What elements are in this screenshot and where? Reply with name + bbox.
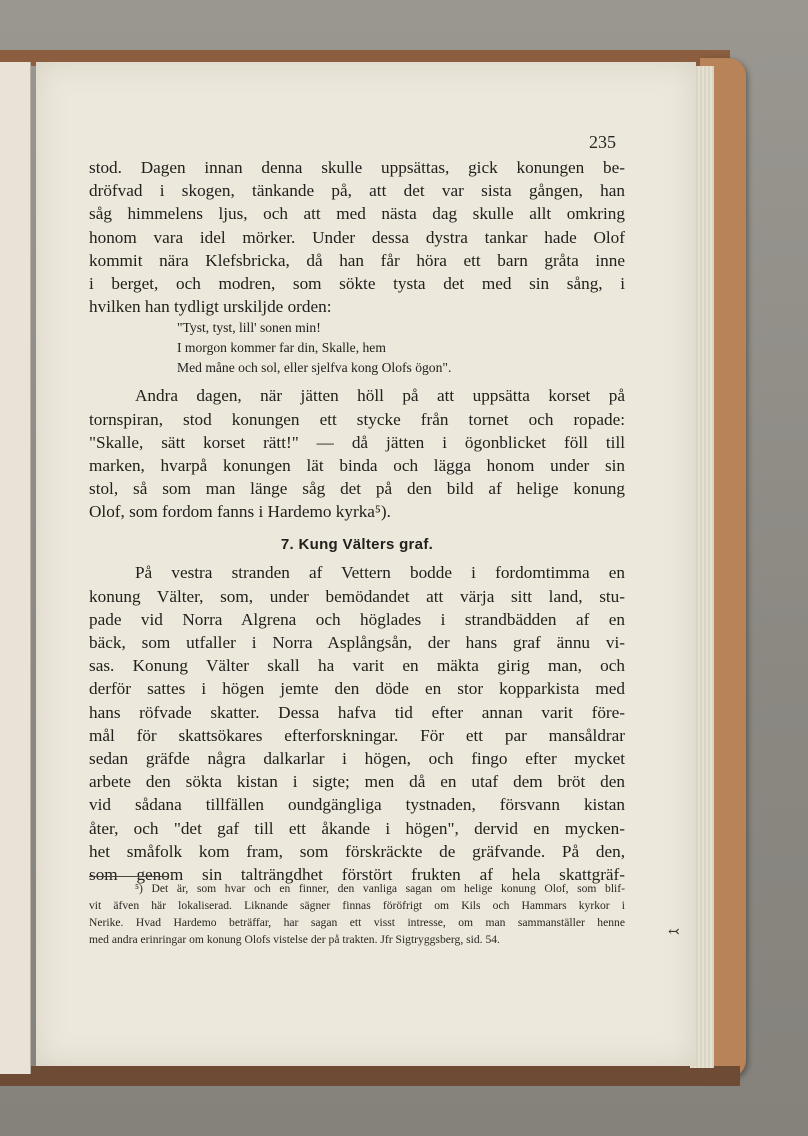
text-line: sedan gräfde några dalkarlar i högen, och fingo efter mycket — [89, 748, 625, 768]
book-page — [36, 62, 696, 1066]
body-text — [89, 156, 625, 886]
text-line: derför sattes i högen jemte den döde en stor kopparkista med — [89, 679, 625, 699]
text-line: "Skalle, sätt korset rätt!" — då jätten i ögonblicket föll till — [89, 432, 625, 452]
text-line: som genom sin talträngdhet förstört frukten af hela skattgräf- — [89, 864, 625, 884]
text-line: Olof, som fordom fanns i Hardemo kyrka⁵). — [89, 502, 391, 522]
text-line: hvilken han tydligt urskiljde orden: — [89, 297, 332, 317]
footnote-rule — [89, 876, 169, 877]
verse-line: "Tyst, tyst, lill' sonen min! — [177, 320, 321, 336]
text-line: marken, hvarpå konungen lät binda och lägga honom under sin — [89, 455, 625, 475]
text-line: stol, så som man länge såg det på den bild af helige konung — [89, 479, 625, 499]
footnote-line: Nerike. Hvad Hardemo beträffar, har sagan ett visst intresse, om man sammanställer henne — [89, 916, 625, 929]
margin-pencil-mark: ↢ — [668, 925, 680, 940]
page-number: 235 — [589, 132, 616, 152]
text-line: Andra dagen, när jätten höll på att uppsätta korset på — [135, 386, 625, 406]
text-line: pade vid Norra Algrena och höglades i strandbädden af en — [89, 609, 625, 629]
text-line: i berget, och modren, som sökte tysta det med sin sång, i — [89, 273, 625, 293]
text-line: mål för skattsökares efterforskningar. För ett par mansåldrar — [89, 725, 625, 745]
text-line: honom vara idel mörker. Under dessa dystra tankar hade Olof — [89, 227, 625, 247]
text-line: åter, och "det gaf till ett åkande i högen", dervid en mycken- — [89, 818, 625, 838]
facing-page-edge — [0, 62, 31, 1074]
text-line: På vestra stranden af Vettern bodde i fordomtimma en — [135, 563, 625, 583]
text-line: kommit nära Klefsbricka, då han får höra ett barn gråta inne — [89, 250, 625, 270]
text-line: såg himmelens ljus, och att med nästa dag skulle allt omkring — [89, 204, 625, 224]
text-line: dröfvad i skogen, tänkande på, att det var sista gången, han — [89, 181, 625, 201]
text-line: stod. Dagen innan denna skulle uppsättas, gick konungen be- — [89, 158, 625, 177]
verse-line: I morgon kommer far din, Skalle, hem — [177, 340, 386, 356]
text-line: sas. Konung Välter skall ha varit en mäkta girig man, och — [89, 656, 625, 676]
footnote — [89, 880, 625, 948]
text-line: konung Välter, som, under bemödandet att värja sitt land, stu- — [89, 586, 625, 606]
text-line: tornspiran, stod konungen ett stycke från tornet och ropade: — [89, 409, 625, 429]
section-heading: 7. Kung Välters graf. — [280, 536, 434, 554]
text-line: het småfolk kom fram, som förskräckte de gräfvande. På den, — [89, 841, 625, 861]
text-line: bäck, som utfaller i Norra Asplångsån, der hans graf ännu vi- — [89, 633, 625, 652]
footnote-line: vit äfven här lokaliserad. Liknande sägner finnas föröfrigt om Kils och Hammars kyrkor i — [89, 899, 625, 912]
text-line: arbete den sökta kistan i sigte; men då en utaf dem bröt den — [89, 772, 625, 792]
text-line: vid sådana tillfällen oundgängliga tystnaden, försvann kistan — [89, 795, 625, 815]
book-cover-bottom-edge — [0, 1066, 740, 1086]
footnote-line: ⁵) Det är, som hvar och en finner, den vanliga sagan om helige konung Olof, som blif- — [135, 882, 625, 895]
text-line: hans röfvade skatter. Dessa hafva tid efter annan varit före- — [89, 702, 625, 722]
verse-line: Med måne och sol, eller sjelfva kong Olofs ögon". — [177, 360, 452, 376]
footnote-line: med andra erinringar om konung Olofs vistelse der på trakten. Jfr Sigtryggsberg, sid. 54. — [89, 933, 500, 946]
